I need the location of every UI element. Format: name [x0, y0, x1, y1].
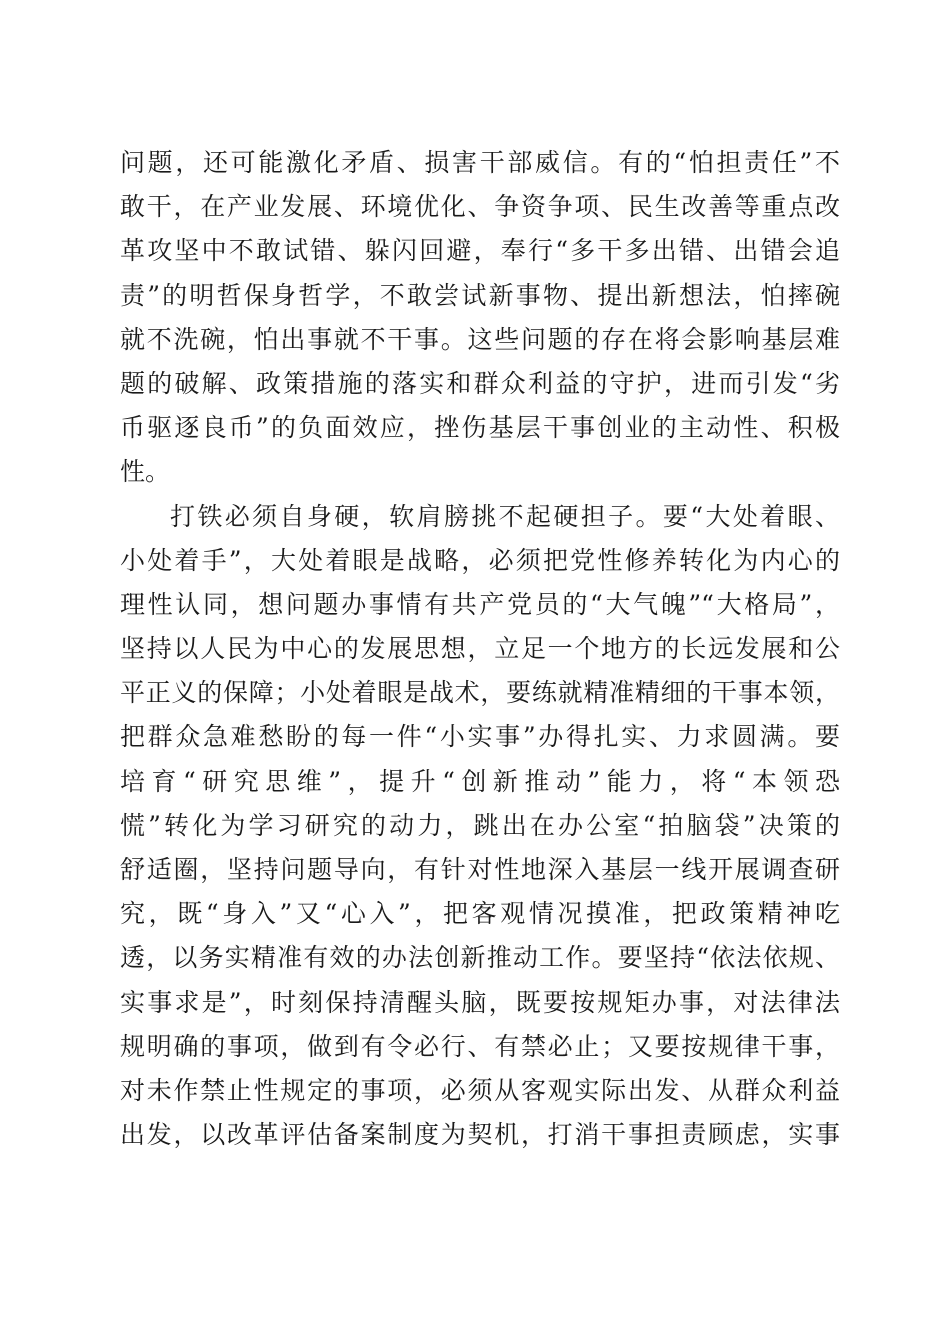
text-line: 慌”转化为学习研究的动力，跳出在办公室“拍脑袋”决策的 [120, 810, 840, 840]
text-line: 坚持以人民为中心的发展思想，立足一个地方的长远发展和公 [120, 634, 840, 664]
text-line: 小处着手”，大处着眼是战略，必须把党性修养转化为内心的 [120, 545, 840, 575]
paragraph-1 [120, 141, 840, 495]
document-body [120, 141, 840, 1157]
text-line: 责”的明哲保身哲学，不敢尝试新事物、提出新想法，怕摔碗 [120, 280, 840, 310]
text-line: 出发，以改革评估备案制度为契机，打消干事担责顾虑，实事 [120, 1120, 840, 1150]
text-line: 问题，还可能激化矛盾、损害干部威信。有的“怕担责任”不 [120, 148, 840, 177]
text-line: 打铁必须自身硬，软肩膀挑不起硬担子。要“大处着眼、 [170, 501, 840, 531]
text-line: 性。 [120, 457, 171, 487]
text-line: 把群众急难愁盼的每一件“小实事”办得扎实、力求圆满。要 [120, 722, 840, 752]
text-line: 平正义的保障；小处着眼是战术，要练就精准精细的干事本领， [120, 678, 840, 708]
text-line: 对未作禁止性规定的事项，必须从客观实际出发、从群众利益 [120, 1075, 840, 1105]
text-line: 究，既“身入”又“心入”，把客观情况摸准，把政策精神吃 [120, 899, 840, 929]
paragraph-2 [120, 495, 840, 1158]
text-line: 规明确的事项，做到有令必行、有禁必止；又要按规律干事， [120, 1031, 840, 1061]
text-line: 敢干，在产业发展、环境优化、争资争项、民生改善等重点改 [120, 192, 840, 222]
text-line: 实事求是”，时刻保持清醒头脑，既要按规矩办事，对法律法 [120, 987, 840, 1017]
text-line: 币驱逐良币”的负面效应，挫伤基层干事创业的主动性、积极 [120, 413, 840, 443]
text-line: 革攻坚中不敢试错、躲闪回避，奉行“多干多出错、出错会追 [120, 236, 840, 266]
text-line: 培育“研究思维”，提升“创新推动”能力，将“本领恐 [120, 766, 840, 796]
text-line: 理性认同，想问题办事情有共产党员的“大气魄”“大格局”， [120, 589, 840, 619]
text-line: 题的破解、政策措施的落实和群众利益的守护，进而引发“劣 [120, 368, 840, 398]
text-line: 透，以务实精准有效的办法创新推动工作。要坚持“依法依规、 [120, 943, 840, 973]
text-line: 就不洗碗，怕出事就不干事。这些问题的存在将会影响基层难 [120, 324, 840, 354]
text-line: 舒适圈，坚持问题导向，有针对性地深入基层一线开展调查研 [120, 855, 840, 884]
